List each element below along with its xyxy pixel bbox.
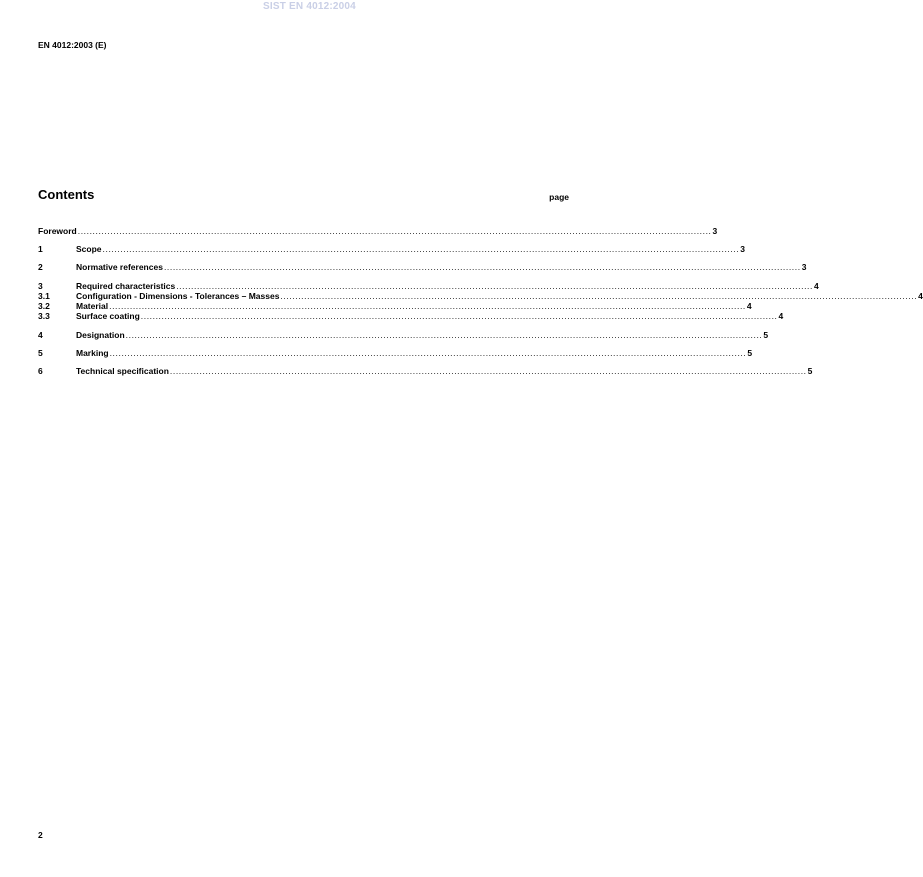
toc-entry-title: Required characteristics — [76, 281, 176, 291]
toc-entry-page: 5 — [763, 330, 769, 340]
toc-entry-number: 3.2 — [38, 301, 50, 311]
toc-entry-title: Scope — [76, 244, 102, 254]
toc-entry-surface-coating[interactable] — [38, 311, 784, 321]
toc-entry-number: 5 — [38, 348, 43, 358]
toc-entry-page: 3 — [712, 226, 718, 236]
toc-entry-material[interactable] — [38, 301, 752, 311]
toc-entry-page: 4 — [778, 311, 784, 321]
toc-entry-number: 3.1 — [38, 291, 50, 301]
toc-entry-marking[interactable] — [38, 348, 753, 358]
dot-leader: ....................................................................................................................................................................................................................... — [140, 311, 778, 321]
toc-entry-number: 4 — [38, 330, 43, 340]
dot-leader: ....................................................................................................................................................................................................................... — [109, 301, 746, 311]
dot-leader: ....................................................................................................................................................................................................................... — [169, 366, 807, 376]
toc-entry-title: Material — [76, 301, 109, 311]
page-number: 2 — [38, 830, 43, 840]
toc-entry-page: 5 — [807, 366, 813, 376]
toc-entry-page: 4 — [746, 301, 752, 311]
toc-entry-title: Designation — [76, 330, 125, 340]
dot-leader: ....................................................................................................................................................................................................................... — [176, 281, 813, 291]
toc-entry-title: Surface coating — [76, 311, 140, 321]
toc-entry-number: 2 — [38, 262, 43, 272]
toc-entry-number: 6 — [38, 366, 43, 376]
toc-entry-number: 3.3 — [38, 311, 50, 321]
toc-entry-configuration[interactable] — [38, 291, 923, 301]
toc-entry-page: 4 — [918, 291, 923, 301]
dot-leader: ....................................................................................................................................................................................................................... — [102, 244, 740, 254]
toc-entry-scope[interactable] — [38, 244, 745, 254]
document-id: EN 4012:2003 (E) — [38, 40, 107, 50]
toc-entry-number: 1 — [38, 244, 43, 254]
dot-leader: ....................................................................................................................................................................................................................... — [109, 348, 747, 358]
toc-entry-title: Foreword — [38, 226, 77, 236]
toc-entry-normative-references[interactable] — [38, 262, 807, 272]
toc-entry-page: 5 — [747, 348, 753, 358]
toc-entry-required-characteristics[interactable] — [38, 281, 819, 291]
toc-entry-page: 3 — [740, 244, 745, 254]
toc-entry-technical-specification[interactable] — [38, 366, 813, 376]
contents-heading: Contents — [38, 187, 95, 202]
dot-leader: ...................................................................................................................................................................................................................... — [77, 226, 712, 236]
toc-entry-title: Normative references — [76, 262, 163, 272]
toc-entry-page: 3 — [801, 262, 807, 272]
toc-entry-designation[interactable] — [38, 330, 769, 340]
toc-entry-foreword[interactable] — [38, 226, 718, 236]
toc-entry-number: 3 — [38, 281, 43, 291]
page-column-label: page — [549, 192, 569, 202]
dot-leader: ....................................................................................................................................................................................................................... — [163, 262, 801, 272]
toc-entry-title: Configuration - Dimensions - Tolerances – Masses — [76, 291, 280, 301]
toc-entry-page: 4 — [813, 281, 819, 291]
toc-entry-title: Technical specification — [76, 366, 169, 376]
watermark-text: SIST EN 4012:2004 — [263, 1, 356, 12]
dot-leader: ....................................................................................................................................................................................................................... — [280, 291, 918, 301]
toc-entry-title: Marking — [76, 348, 109, 358]
dot-leader: ....................................................................................................................................................................................................................... — [125, 330, 763, 340]
